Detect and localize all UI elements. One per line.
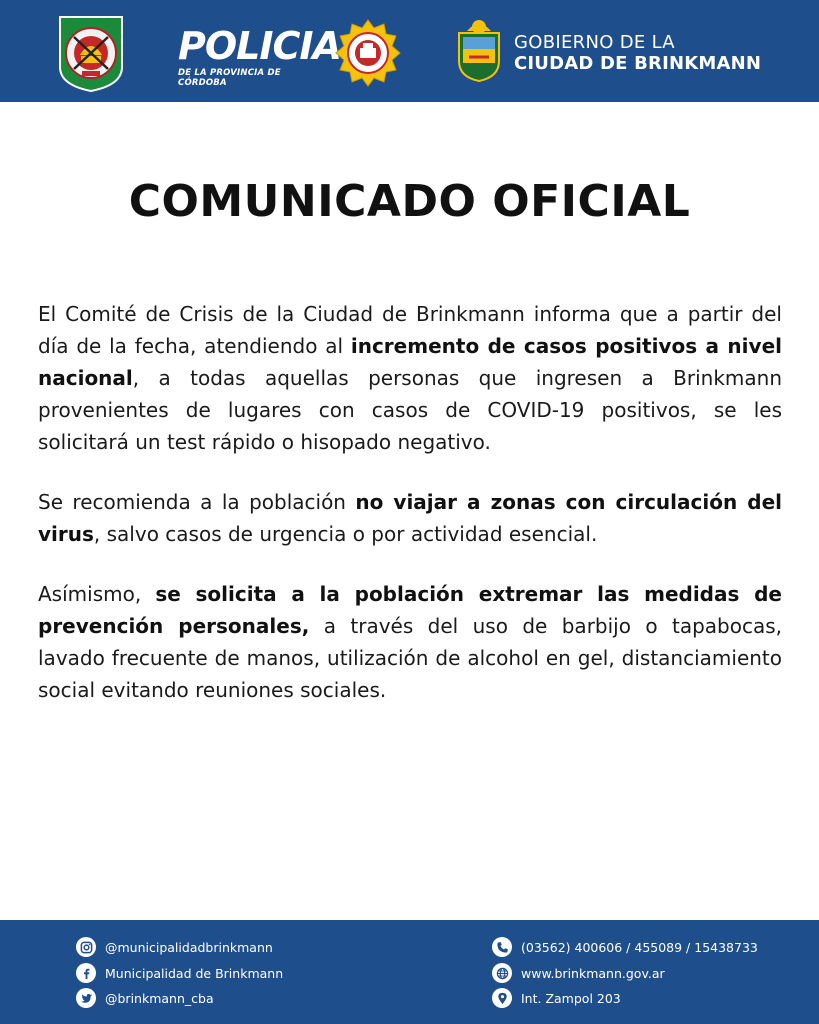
paragraph-1-segment-3: , a todas aquellas personas que ingresen a Brinkmann provenientes de lugares con casos de COVID-19 positivos, se les solicitará un test rápido o hisopado negativo. [38, 366, 782, 454]
paragraph-3 [38, 578, 782, 706]
twitter-icon [76, 988, 96, 1008]
communique-body [38, 298, 782, 734]
paragraph-1 [38, 298, 782, 458]
footer-twitter[interactable] [76, 988, 214, 1008]
footer-instagram[interactable] [76, 937, 273, 957]
footer-bar [0, 920, 819, 1024]
policia-seal [334, 18, 402, 88]
paragraph-3-segment-3: a través del uso de barbijo o tapabocas, lavado frecuente de manos, utilización de alcohol en gel, distanciamiento social evitando reuniones sociales. [38, 614, 782, 702]
gobierno-shield [455, 17, 503, 83]
paragraph-3-highlight: se solicita a la población extremar las medidas de prevención personales, [38, 582, 782, 638]
gobierno-wordmark [514, 33, 761, 75]
footer-address-text: Int. Zampol 203 [521, 990, 621, 1006]
paragraph-2-segment-1: Se recomienda a la población [38, 490, 356, 514]
footer-instagram-text: @municipalidadbrinkmann [105, 939, 273, 955]
phone-icon [492, 937, 512, 957]
paragraph-2-highlight: no viajar a zonas con circulación del virus [38, 490, 782, 546]
footer-website[interactable] [492, 963, 665, 983]
paragraph-1-highlight: incremento de casos positivos a nivel nacional [38, 334, 782, 390]
footer-facebook[interactable] [76, 963, 283, 983]
facebook-icon [76, 963, 96, 983]
footer-website-text: www.brinkmann.gov.ar [521, 965, 665, 981]
paragraph-1-segment-1: El Comité de Crisis de la Ciudad de Brinkmann informa que a partir del día de la fecha, atendiendo al [38, 302, 782, 358]
paragraph-2-segment-3: , salvo casos de urgencia o por actividad esencial. [93, 522, 598, 546]
policia-wordmark [178, 24, 341, 88]
paragraph-2 [38, 486, 782, 550]
footer-twitter-text: @brinkmann_cba [105, 990, 214, 1006]
globe-icon [492, 963, 512, 983]
footer-phone[interactable] [492, 937, 758, 957]
policia-subtitle: DE LA PROVINCIA DE CÓRDOBA [178, 68, 281, 88]
footer-address [492, 988, 621, 1008]
paragraph-3-segment-1: Asímismo, [38, 582, 156, 606]
header-bar [0, 0, 819, 102]
bomberos-logo [56, 15, 126, 93]
footer-facebook-text: Municipalidad de Brinkmann [105, 965, 284, 981]
gobierno-line-1: GOBIERNO DE LA [514, 32, 675, 53]
location-pin-icon [492, 988, 512, 1008]
instagram-icon [76, 937, 96, 957]
footer-phone-text: (03562) 400606 / 455089 / 15438733 [521, 939, 758, 955]
gobierno-line-2: CIUDAD DE BRINKMANN [514, 53, 762, 74]
policia-title: POLICIA [178, 24, 341, 68]
page-title: COMUNICADO OFICIAL [128, 176, 691, 227]
